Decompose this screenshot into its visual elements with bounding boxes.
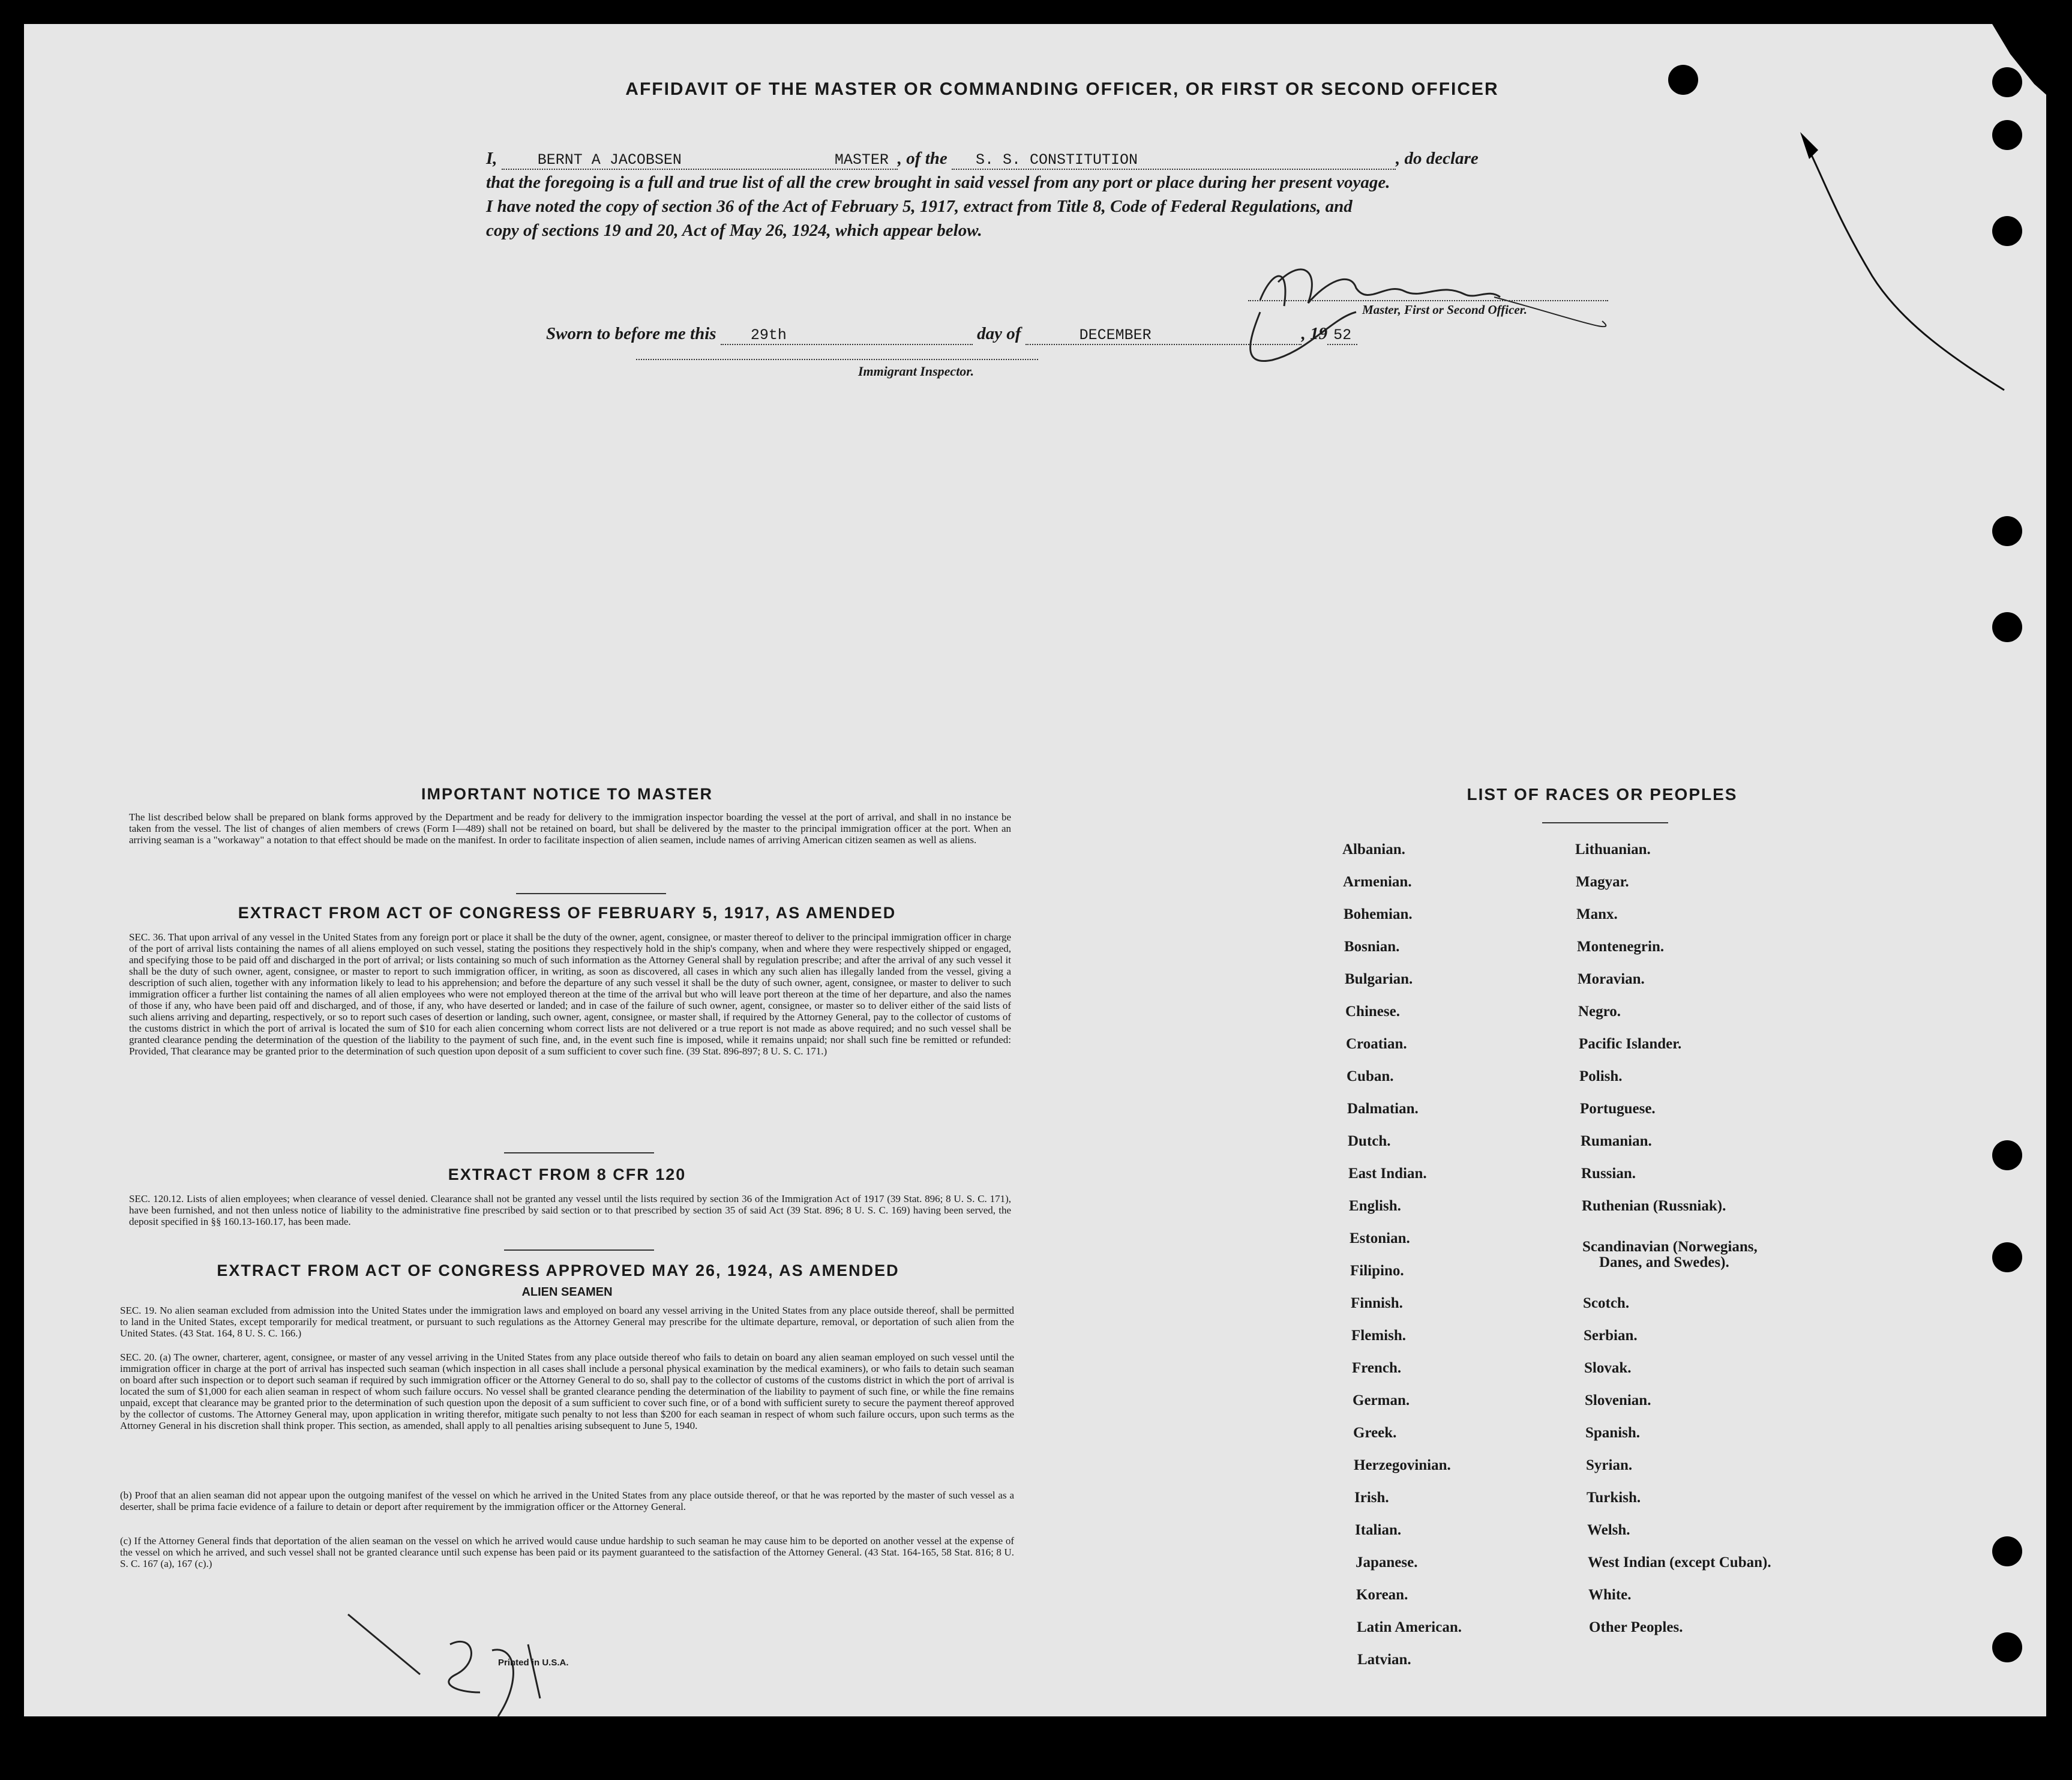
race-item: Korean. [1356,1587,1408,1603]
printed-in-usa: Printed in U.S.A. [498,1658,569,1668]
affidavit-of-the: , of the [897,149,947,168]
race-item: Pacific Islander. [1579,1036,1682,1052]
race-item: Ruthenian (Russniak). [1582,1198,1726,1214]
race-item: Turkish. [1587,1490,1641,1506]
race-item: German. [1353,1392,1410,1409]
race-item: Manx. [1576,906,1618,922]
race-item: Cuban. [1347,1068,1394,1084]
inspector-signature-line [636,358,1038,360]
race-item: Moravian. [1578,971,1645,987]
extract-1917-title: EXTRACT FROM ACT OF CONGRESS OF FEBRUARY 5, 1917, AS AMENDED [238,904,896,922]
race-item: Syrian. [1586,1457,1633,1473]
extract-1924-section-20b: (b) Proof that an alien seaman did not appear upon the outgoing manifest of the vessel on which he arrived in the United States from any place outside thereof, or that he was reported by the master of such vessel as a deserter, shall be prima facie evidence of a failure to detain or deport after requirement by the immigration officer or the Attorney General. [120,1490,1014,1512]
race-item: Croatian. [1346,1036,1407,1052]
race-item: Bohemian. [1344,906,1413,922]
race-item: Negro. [1578,1003,1621,1020]
race-item: Filipino. [1350,1263,1404,1279]
race-item: Spanish. [1585,1425,1641,1441]
extract-1924-section-19: SEC. 19. No alien seaman excluded from admission into the United States under the immigration laws and employed on board any vessel arriving in the United States from any place outside thereof, shall be permitted to land in the United States, except temporarily for medical treatment, or pursuant to such regulations as the Attorney General may prescribe for the ultimate departure, removal, or deportation of such alien from the United States. (43 Stat. 164, 8 U. S. C. 166.) [120,1305,1014,1339]
race-item: Montenegrin. [1577,939,1665,955]
sworn-month: DECEMBER [1025,326,1302,345]
race-item: Albanian. [1342,841,1405,858]
race-item: Chinese. [1345,1003,1400,1020]
affidavit-vessel: S. S. CONSTITUTION [952,151,1396,170]
race-item: Polish. [1579,1068,1623,1084]
affidavit-name: BERNT A JACOBSEN [537,151,682,169]
race-item: Scandinavian (Norwegians, [1582,1239,1758,1255]
notice-text: The list described below shall be prepared on blank forms approved by the Department and be ready for delivery to the immigration inspector boarding the vessel at the port of arrival, and shall in no instance be taken from the vessel. The list of changes of alien members of crews (Form I—489) shall not be retained on board, but shall be delivered by the master to the principal immigration officer at the port. When an arriving seaman is a "workaway" a notation to that effect should be made on the manifest. In order to facilitate inspection of alien seamen, include names of arriving American citizen seamen as well as aliens. [129,811,1011,846]
extract-cfr-title: EXTRACT FROM 8 CFR 120 [448,1165,686,1183]
divider [504,1152,654,1153]
affidavit-title: AFFIDAVIT OF THE MASTER OR COMMANDING OFFICER, OR FIRST OR SECOND OFFICER [625,79,1499,99]
race-item: Herzegovinian. [1354,1457,1451,1473]
race-item: Dutch. [1348,1133,1391,1149]
punch-hole [1992,216,2022,246]
divider [516,893,666,894]
race-item: Russian. [1581,1165,1636,1182]
race-item: Japanese. [1356,1554,1418,1571]
sworn-year-prefix: , 19 [1301,324,1328,343]
race-item: English. [1349,1198,1401,1214]
race-item: Flemish. [1351,1327,1406,1344]
races-title: LIST OF RACES OR PEOPLES [1467,785,1738,804]
race-item: Latvian. [1357,1652,1411,1668]
extract-1917-text: SEC. 36. That upon arrival of any vessel in the United States from any foreign port or place it shall be the duty of the owner, agent, consignee, or master thereof to deliver to the principal immigration officer in charge of the port of arrival lists containing the names of all aliens employed on such vessel, stating the positions they respectively hold in the ship's company, when and where they were respectively shipped or engaged, and specifying those to be paid off and discharged in the port of arrival; or lists containing so much of such information as the Attorney General shall by regulation prescribe; and after the arrival of any such vessel it shall be the duty of such owner, agent, consignee, or master to report to such immigration officer, in writing, as soon as discovered, all cases in which any such alien has illegally landed from the vessel, giving a description of such alien, together with any information likely to lead to his apprehension; and before the departure of any such vessel it shall be the duty of such owner, agent, consignee, or master to deliver to such immigration officer a further list containing the names of all alien employees who were not employed thereon at the time of the arrival but who will leave port thereon at the time of her departure, and also the names of those if any, who have been paid off and discharged, and of those, if any, who have deserted or landed; and in case of the failure of such owner, agent, consignee, or master so to deliver either of the said lists of such aliens arriving and departing, respectively, or so to report such cases of desertion or landing, such owner, agent, consignee, or master shall, if required by the Attorney General, pay to the collector of customs of the customs district in which the port of arrival is located the sum of $10 for each alien concerning whom correct lists are not delivered or a true report is not made as above required; and no such vessel shall be granted clearance pending the determination of the question of the liability to the payment of such fine, and, in the event such fine is imposed, while it remains unpaid; nor shall such fine be remitted or refunded: Provided, That clearance may be granted prior to the determination of such question upon deposit of a sum sufficient to cover such fine. (39 Stat. 896-897; 8 U. S. C. 171.) [129,931,1011,1057]
punch-hole [1992,120,2022,150]
race-item: Rumanian. [1581,1133,1652,1149]
race-item: Dalmatian. [1347,1101,1419,1117]
race-item: White. [1588,1587,1632,1603]
sworn-prefix: Sworn to before me this [546,324,716,343]
race-item: Finnish. [1351,1295,1403,1311]
extract-1924-section-20a: SEC. 20. (a) The owner, charterer, agent, consignee, or master of any vessel arriving in the United States from any place outside thereof who fails to detain on board any alien seaman employed on such vessel until the immigration officer in charge at the port of arrival has inspected such seaman (which inspection in all cases shall include a personal physical examination by the medical examiners), or who fails to detain such seaman on board after such inspection or to deport such seaman if required by such immigration officer or the Attorney General to do so, shall pay to the collector of customs of the customs district in which the port of arrival is located the sum of $1,000 for each alien seaman in respect of whom such failure occurs. No vessel shall be granted clearance pending the determination of the liability to payment of such fine, or while the fine remains unpaid, except that clearance may be granted prior to the determination of such question upon the deposit of a sum sufficient to cover such fine, or of a bond with sufficient surety to secure the payment thereof approved by the collector of customs. The Attorney General may, upon application in writing therefor, mitigate such penalty to not less than $200 for each seaman in respect of whom such failure occurs, upon such terms as the Attorney General in his discretion shall think proper. This section, as amended, shall apply to all penalties arising subsequent to June 5, 1940. [120,1352,1014,1431]
punch-hole [1992,612,2022,642]
punch-hole [1992,1632,2022,1662]
punch-hole [1992,67,2022,97]
inspector-caption: Immigrant Inspector. [858,364,974,379]
extract-1924-title: EXTRACT FROM ACT OF CONGRESS APPROVED MAY 26, 1924, AS AMENDED [217,1261,899,1279]
signature-line [1248,299,1608,301]
punch-hole [1668,65,1698,95]
punch-hole [1992,1140,2022,1170]
signature-caption: Master, First or Second Officer. [1362,302,1527,317]
affidavit-line-1 [486,149,1626,170]
extract-cfr-text: SEC. 120.12. Lists of alien employees; when clearance of vessel denied. Clearance shall not be granted any vessel until the lists required by section 36 of the Immigration Act of 1917 (39 Stat. 896; 8 U. S. C. 171), have been furnished, and not then unless notice of liability to the administrative fine prescribed by said section or to that prescribed by section 35 of said Act (39 Stat. 896; 8 U. S. C. 169) having been served, the deposit specified in §§ 160.13-160.17, has been made. [129,1193,1011,1227]
race-item: Magyar. [1576,874,1629,890]
race-item: Irish. [1354,1490,1389,1506]
punch-hole [1992,1242,2022,1272]
race-item: Slovak. [1584,1360,1632,1376]
affidavit-line-3: I have noted the copy of section 36 of the Act of February 5, 1917, extract from Title 8, Code of Federal Regulations, and [486,197,1353,216]
affidavit-do-declare: , do declare [1396,149,1479,168]
race-item: Portuguese. [1580,1101,1656,1117]
race-item: Armenian. [1343,874,1412,890]
sworn-day: 29th [721,326,973,345]
extract-1924-subtitle: ALIEN SEAMEN [521,1285,613,1299]
race-item: Bulgarian. [1345,971,1413,987]
race-item: Bosnian. [1344,939,1400,955]
punch-hole [1992,1536,2022,1566]
affidavit-line-2: that the foregoing is a full and true list of all the crew brought in said vessel from any port or place during her present voyage. [486,173,1390,192]
race-item: Italian. [1355,1522,1402,1538]
race-item: French. [1352,1360,1402,1376]
race-item: Greek. [1353,1425,1397,1441]
race-item: West Indian (except Cuban). [1588,1554,1771,1571]
race-item: Danes, and Swedes). [1599,1254,1729,1270]
races-divider [1542,822,1668,823]
affidavit-name-rank-field [502,151,898,170]
punch-hole [1992,516,2022,546]
sworn-year: 52 [1327,326,1357,345]
race-item: Latin American. [1357,1619,1462,1635]
race-item: Serbian. [1584,1327,1638,1344]
race-item: Estonian. [1350,1230,1410,1246]
race-item: Lithuanian. [1575,841,1651,858]
race-item: Slovenian. [1585,1392,1651,1409]
affidavit-line-4: copy of sections 19 and 20, Act of May 26, 1924, which appear below. [486,221,982,240]
affidavit-rank: MASTER [834,151,889,169]
race-item: Scotch. [1583,1295,1630,1311]
extract-1924-section-20c: (c) If the Attorney General finds that deportation of the alien seaman on the vessel on which he arrived would cause undue hardship to such seaman he may cause him to be deported on another vessel at the expense of the vessel on which he arrived, and such vessel shall not be granted clearance until such expense has been paid or its payment guaranteed to the satisfaction of the Attorney General. (43 Stat. 164-165, 58 Stat. 816; 8 U. S. C. 167 (a), 167 (c).) [120,1535,1014,1569]
race-item: East Indian. [1348,1165,1427,1182]
race-item: Other Peoples. [1589,1619,1683,1635]
notice-title: IMPORTANT NOTICE TO MASTER [421,785,713,803]
sworn-day-of: day of [977,324,1021,343]
divider [504,1249,654,1251]
tear-crack [1800,132,2016,396]
race-item: Welsh. [1587,1522,1630,1538]
document-page [24,24,2046,1716]
affidavit-prefix: I, [486,149,497,168]
sworn-line [546,324,1386,345]
